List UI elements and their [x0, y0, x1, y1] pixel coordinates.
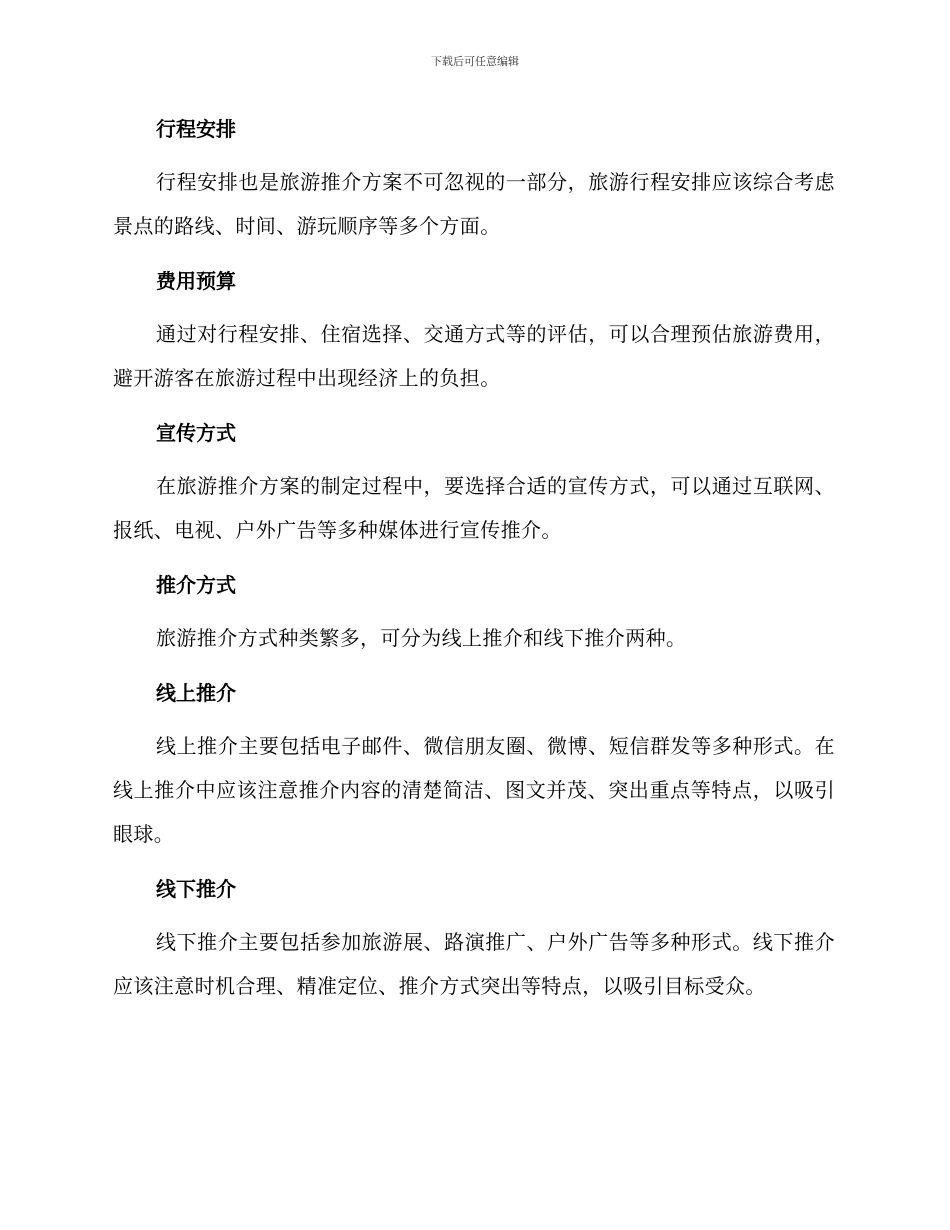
- section-paragraph: 旅游推介方式种类繁多，可分为线上推介和线下推介两种。: [156, 626, 687, 650]
- section-paragraph: 线上推介主要包括电子邮件、微信朋友圈、微博、短信群发等多种形式。在线上推介中应该注意推介内容的清楚简洁、图文并茂、突出重点等特点，以吸引眼球。: [113, 734, 835, 846]
- section-paragraph: 在旅游推介方案的制定过程中，要选择合适的宣传方式，可以通过互联网、报纸、电视、户外广告等多种媒体进行宣传推介。: [113, 474, 835, 542]
- page-header: 下载后可任意编辑: [431, 55, 519, 68]
- section-heading: 线下推介: [156, 877, 236, 901]
- section-paragraph: 线下推介主要包括参加旅游展、路演推广、户外广告等多种形式。线下推介应该注意时机合理、精准定位、推介方式突出等特点，以吸引目标受众。: [113, 930, 835, 998]
- document-content: [113, 110, 835, 1008]
- section-heading: 宣传方式: [156, 421, 236, 445]
- section-paragraph: 通过对行程安排、住宿选择、交通方式等的评估，可以合理预估旅游费用，避开游客在旅游过程中出现经济上的负担。: [113, 322, 835, 390]
- section-paragraph: 行程安排也是旅游推介方案不可忽视的一部分，旅游行程安排应该综合考虑景点的路线、时间、游玩顺序等多个方面。: [113, 170, 835, 238]
- section-heading: 行程安排: [156, 117, 236, 141]
- section-heading: 推介方式: [156, 573, 236, 597]
- section-heading: 线上推介: [156, 681, 236, 705]
- section-heading: 费用预算: [156, 269, 236, 293]
